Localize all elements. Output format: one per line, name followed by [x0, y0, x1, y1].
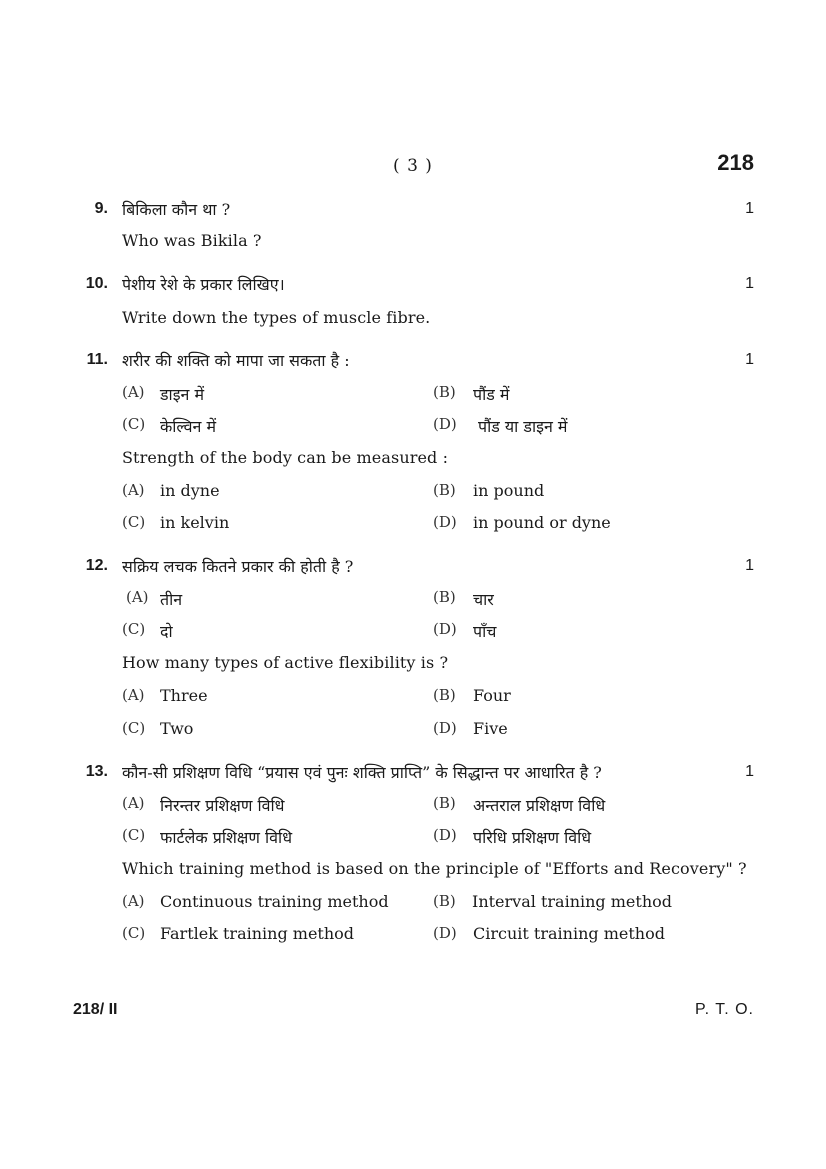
option-label: (C) [122, 924, 146, 942]
option-label: (B) [433, 686, 456, 704]
option-row [0, 686, 826, 710]
option-text: in kelvin [160, 513, 230, 532]
option-row [0, 415, 826, 439]
option-label: (C) [122, 719, 146, 737]
question-number: 10. [85, 275, 108, 292]
option-text: Fartlek training method [160, 924, 355, 943]
question-marks: 1 [745, 763, 754, 780]
option-text: Interval training method [472, 892, 672, 911]
option-label: (D) [433, 719, 457, 737]
option-label: (D) [433, 826, 457, 844]
option-row [0, 892, 826, 916]
question-marks: 1 [745, 200, 754, 217]
option-text: पाँच [473, 622, 497, 641]
question-marks: 1 [745, 351, 754, 368]
footer-paper-code: 218/ II [73, 1001, 118, 1018]
option-text: डाइन में [160, 385, 205, 404]
option-text: in dyne [160, 481, 220, 500]
option-text: Two [160, 719, 194, 738]
option-text: Continuous training method [160, 892, 389, 911]
question-text-hindi: कौन-सी प्रशिक्षण विधि “प्रयास एवं पुनः शक्ति प्राप्ति” के सिद्धान्त पर आधारित है ? [122, 763, 602, 782]
option-label: (A) [122, 481, 145, 499]
option-text: Circuit training method [473, 924, 665, 943]
option-text: Three [160, 686, 208, 705]
question-number: 9. [94, 200, 108, 217]
question-text-english: How many types of active flexibility is ? [122, 653, 449, 672]
option-row [0, 481, 826, 505]
option-text: Four [473, 686, 511, 705]
option-text: पौंड या डाइन में [478, 417, 568, 436]
option-label: (D) [433, 924, 457, 942]
question-text-english: Who was Bikila ? [122, 231, 262, 250]
option-label: (D) [433, 415, 457, 433]
option-text: केल्विन में [160, 417, 217, 436]
option-label: (A) [122, 794, 145, 812]
question-text-hindi: बिकिला कौन था ? [122, 200, 231, 219]
question-text-english: Write down the types of muscle fibre. [122, 308, 431, 327]
question-text-english: Which training method is based on the principle of "Efforts and Recovery" ? [122, 859, 747, 878]
option-text: दो [160, 622, 173, 641]
option-label: (C) [122, 415, 146, 433]
question-text-hindi: सक्रिय लचक कितने प्रकार की होती है ? [122, 557, 354, 576]
question-marks: 1 [745, 557, 754, 574]
option-label: (C) [122, 826, 146, 844]
option-label: (A) [126, 588, 149, 606]
question-number: 13. [85, 763, 108, 780]
question-text-english: Strength of the body can be measured : [122, 448, 449, 467]
option-text: पौंड में [473, 385, 510, 404]
option-row [0, 588, 826, 612]
option-label: (C) [122, 620, 146, 638]
option-label: (A) [122, 892, 145, 910]
option-label: (B) [433, 481, 456, 499]
option-label: (A) [122, 383, 145, 401]
option-text: in pound [473, 481, 545, 500]
option-row [0, 383, 826, 407]
option-row [0, 794, 826, 818]
option-label: (B) [433, 588, 456, 606]
option-row [0, 513, 826, 537]
option-label: (C) [122, 513, 146, 531]
option-text: निरन्तर प्रशिक्षण विधि [160, 796, 285, 815]
option-row [0, 924, 826, 948]
question-number: 11. [86, 351, 108, 368]
option-label: (D) [433, 620, 457, 638]
option-row [0, 826, 826, 850]
option-text: अन्तराल प्रशिक्षण विधि [473, 796, 606, 815]
option-text: चार [473, 590, 494, 609]
option-row [0, 719, 826, 743]
option-label: (A) [122, 686, 145, 704]
question-text-hindi: शरीर की शक्ति को मापा जा सकता है : [122, 351, 350, 370]
question-marks: 1 [745, 275, 754, 292]
option-label: (B) [433, 794, 456, 812]
option-text: Five [473, 719, 508, 738]
option-row [0, 620, 826, 644]
option-label: (D) [433, 513, 457, 531]
option-label: (B) [433, 892, 456, 910]
question-number: 12. [85, 557, 108, 574]
please-turn-over: P. T. O. [695, 1001, 754, 1018]
page-number: ( 3 ) [393, 156, 433, 176]
question-text-hindi: पेशीय रेशे के प्रकार लिखिए। [122, 275, 285, 294]
option-text: तीन [160, 590, 183, 609]
paper-code: 218 [717, 150, 754, 175]
option-text: परिधि प्रशिक्षण विधि [473, 828, 592, 847]
option-text: in pound or dyne [473, 513, 611, 532]
option-label: (B) [433, 383, 456, 401]
option-text: फार्टलेक प्रशिक्षण विधि [160, 828, 293, 847]
